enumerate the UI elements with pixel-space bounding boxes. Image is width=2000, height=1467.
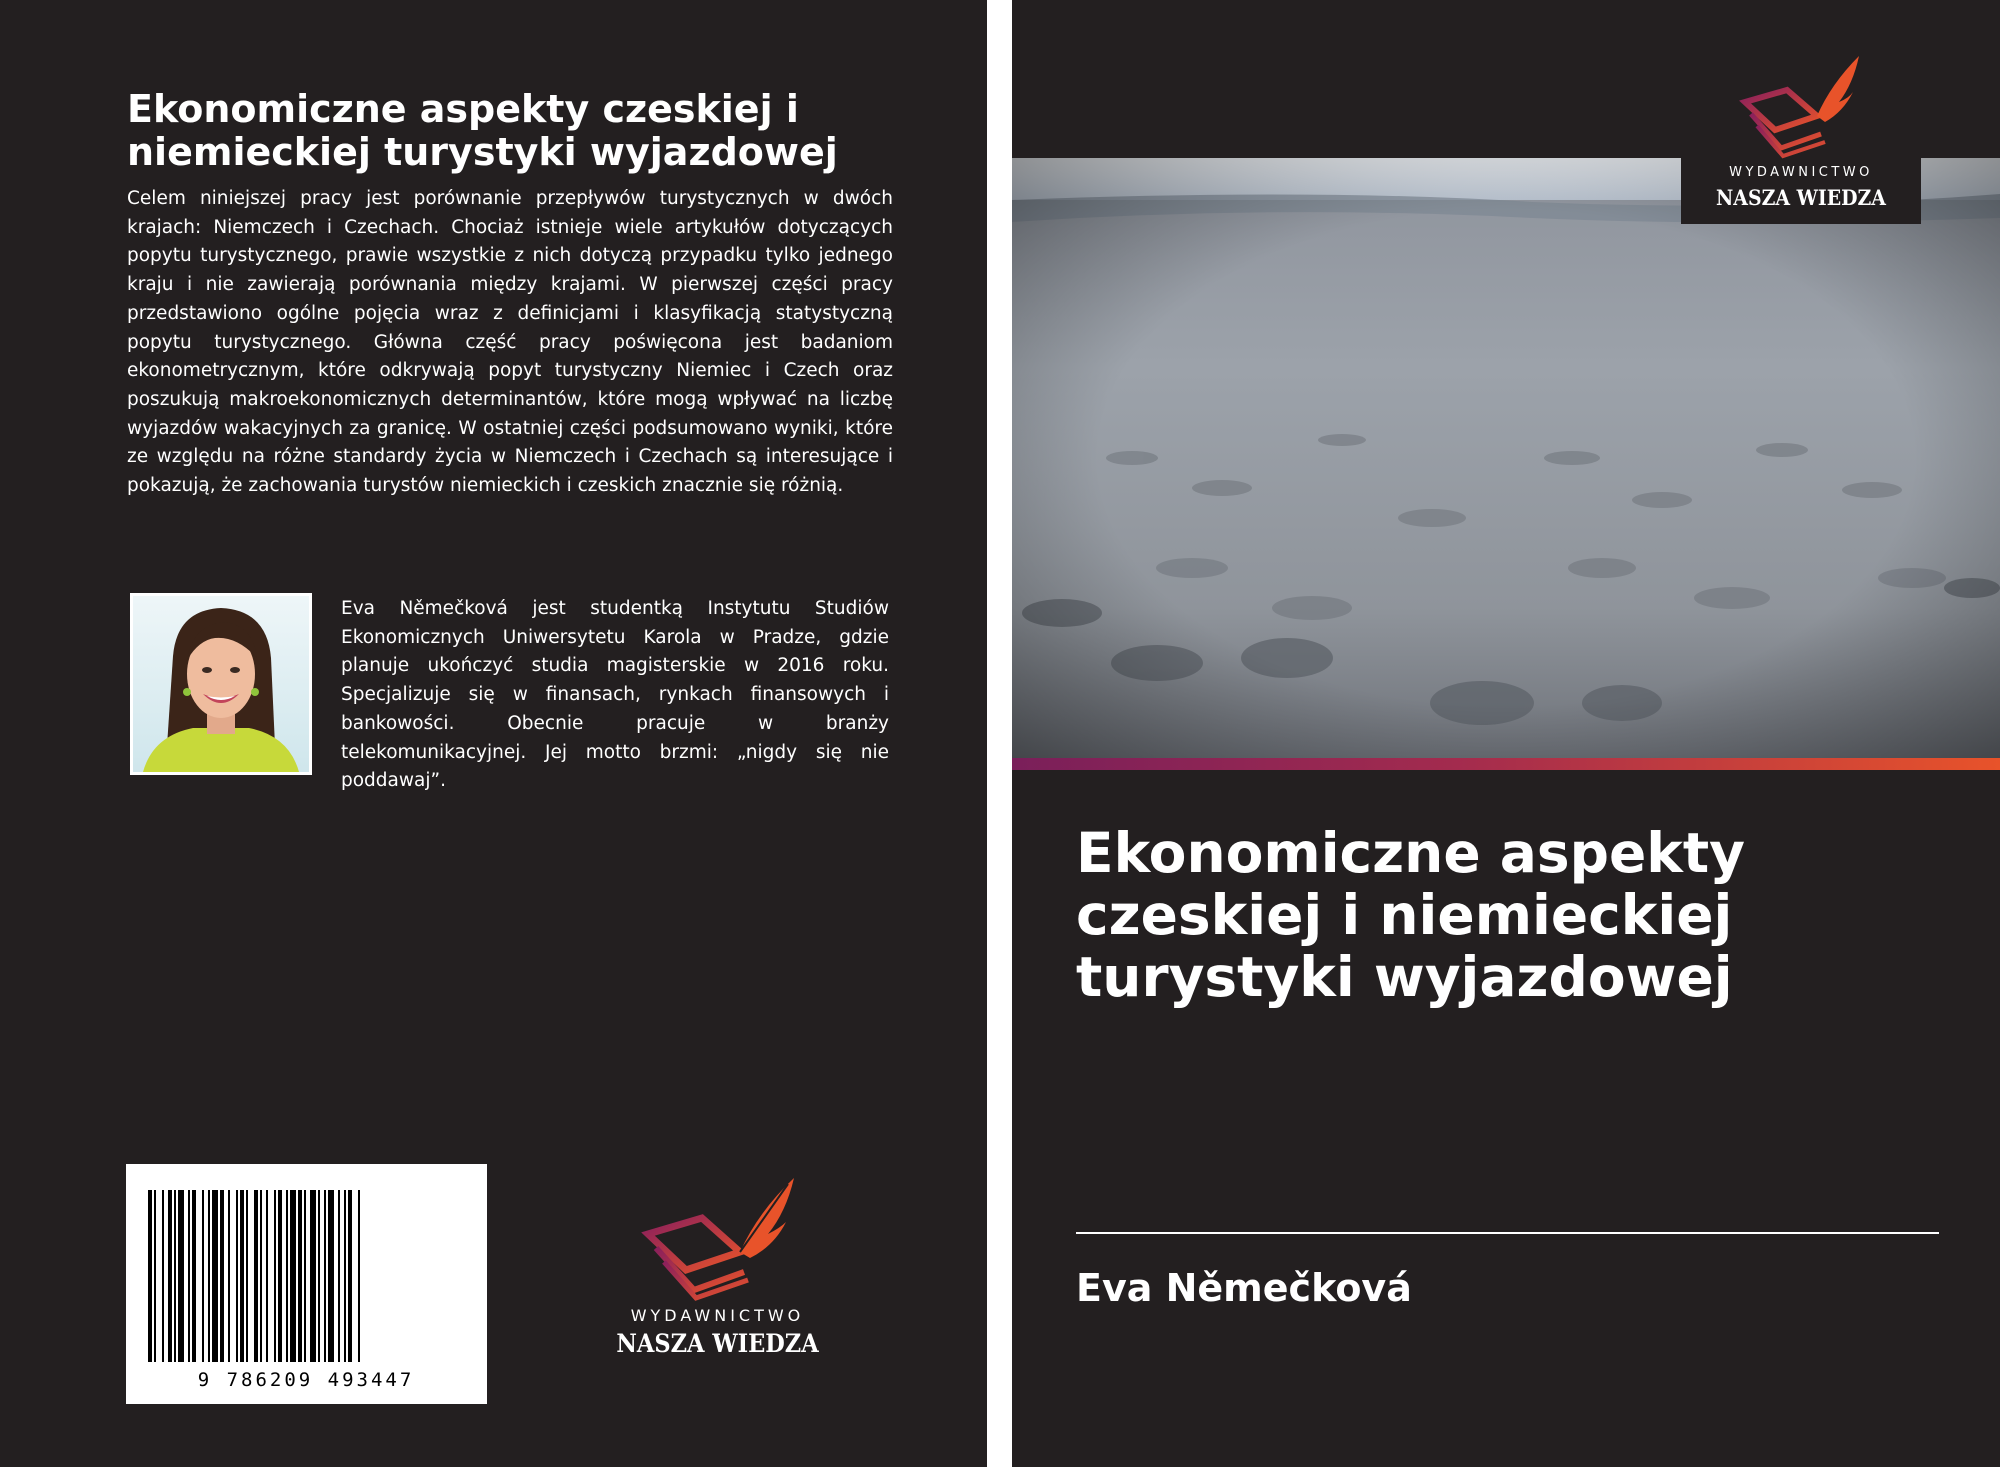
barcode-bar <box>254 1190 258 1362</box>
author-divider <box>1076 1232 1939 1234</box>
barcode-bar <box>188 1190 190 1362</box>
barcode-bar <box>338 1190 340 1362</box>
publisher-logo-back <box>590 1172 845 1368</box>
barcode-bar <box>162 1190 164 1362</box>
author-bio: Eva Němečková jest studentką Instytutu Studiów Ekonomicznych Uniwersytetu Karola w Pradze, gdzie planuje ukończyć studia magisterskie w 2016 roku. Specjalizuje się w finansach, rynkach finansowych i bankowości. Obecnie pracuje w branży telekomunikacyjnej. Jej motto brzmi: „nigdy się nie poddawaj”. <box>341 598 889 792</box>
barcode-bar <box>344 1190 346 1362</box>
barcode-bar <box>310 1190 316 1362</box>
barcode-bar <box>246 1190 248 1362</box>
publisher-small-label: WYDAWNICTWO <box>1729 165 1873 180</box>
barcode-bar <box>328 1190 334 1362</box>
isbn-digits: 9 786209 493447 <box>197 1369 415 1391</box>
barcode-bar <box>324 1190 326 1362</box>
back-cover <box>0 0 987 1467</box>
back-cover-title: Ekonomiczne aspekty czeskiej i niemieckiej turystyki wyjazdowej <box>127 87 838 174</box>
front-cover-author: Eva Němečková <box>1076 1266 1412 1310</box>
barcode-bar <box>304 1190 306 1362</box>
isbn-barcode <box>126 1164 487 1404</box>
barcode-bar <box>286 1190 288 1362</box>
book-quill-logo-icon <box>590 1172 845 1302</box>
barcode-bar <box>260 1190 262 1362</box>
author-photo <box>130 593 312 775</box>
barcode-bar <box>202 1190 204 1362</box>
barcode-bar <box>148 1190 152 1362</box>
publisher-name: NASZA WIEDZA <box>616 1329 819 1358</box>
front-cover-title: Ekonomiczne aspekty czeskiej i niemieckiej turystyki wyjazdowej <box>1076 821 1746 1009</box>
barcode-bar <box>266 1190 268 1362</box>
publisher-small-label: WYDAWNICTWO <box>630 1306 805 1325</box>
barcode-bar <box>298 1190 302 1362</box>
barcode-bar <box>318 1190 320 1362</box>
book-quill-logo-icon <box>1681 52 1921 162</box>
barcode-bar <box>228 1190 230 1362</box>
barcode-bar <box>290 1190 296 1362</box>
spine <box>987 0 1012 1467</box>
cover-accent-bar <box>1012 758 2000 770</box>
cover-photo-footprints-in-sand <box>1012 158 2000 758</box>
front-cover <box>1012 0 2000 1467</box>
barcode-bar <box>178 1190 184 1362</box>
barcode-bar <box>192 1190 196 1362</box>
barcode-bar <box>154 1190 156 1362</box>
barcode-bar <box>168 1190 172 1362</box>
barcode-bar <box>278 1190 282 1362</box>
barcode-bar <box>220 1190 224 1362</box>
barcode-bar <box>358 1190 360 1362</box>
publisher-name: NASZA WIEDZA <box>1716 185 1886 210</box>
back-cover-blurb: Celem niniejszej pracy jest porównanie przepływów turystycznych w dwóch krajach: Niemczech i Czechach. Chociaż istnieje wiele artykułów dotyczących popytu turystycznego, prawie wszystkie z nich dotyczą przypadku tylko jednego kraju i nie zawierają porównania między krajami. W pierwszej części pracy przedstawiono ogólne pojęcia wraz z definicjami i klasyfikacją statystyczną popytu turystycznego. Główna część pracy poświęcona jest badaniom ekonometrycznym, które odkrywają popyt turystyczny Niemiec i Czech oraz poszukują makroekonomicznych determinantów, które mogą wpływać na liczbę wyjazdów wakacyjnych za granicę. W ostatniej części podsumowano wyniki, które ze względu na różne standardy życia w Niemczech i Czechach są interesujące i pokazują, że zachowania turystów niemieckich i czeskich znacznie się różnią. <box>127 188 893 497</box>
barcode-bar <box>240 1190 244 1362</box>
barcode-bar <box>174 1190 176 1362</box>
barcode-bar <box>236 1190 238 1362</box>
barcode-bar <box>212 1190 218 1362</box>
barcode-bar <box>348 1190 352 1362</box>
publisher-logo-front <box>1681 52 1921 224</box>
barcode-bar <box>274 1190 276 1362</box>
barcode-bar <box>208 1190 210 1362</box>
